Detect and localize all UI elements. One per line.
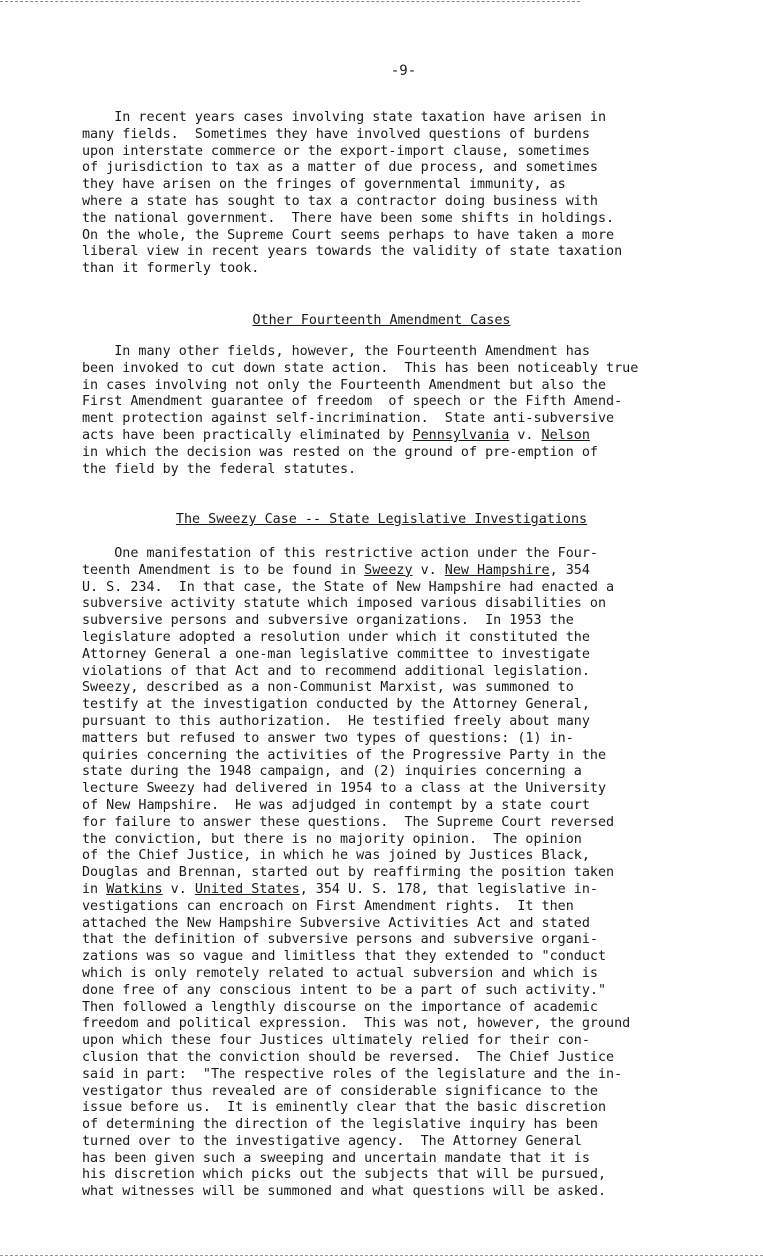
text-line: Attorney General a one-man legislative committee to investigate: [82, 646, 590, 662]
text-line: [82, 882, 707, 899]
text-segment: teenth Amendment is to be found in: [82, 562, 365, 578]
text-line: [82, 563, 707, 580]
text-line: clusion that the conviction should be reversed. The Chief Justice: [82, 1049, 615, 1065]
text-line: many fields. Sometimes they have involved questions of burdens: [82, 126, 590, 142]
text-line: Then followed a lengthly discourse on the importance of academic: [82, 999, 598, 1015]
text-line: the field by the federal statutes.: [82, 461, 357, 477]
text-line: Douglas and Brennan, started out by reaffirming the position taken: [82, 865, 615, 881]
text-line: testify at the investigation conducted by the Attorney General,: [82, 697, 590, 713]
bottom-dashed-rule: [0, 1255, 763, 1256]
case-name: Sweezy: [364, 562, 413, 578]
text-line: In many other fields, however, the Fourteenth Amendment has: [82, 344, 590, 359]
text-line: liberal view in recent years towards the validity of state taxation: [82, 244, 623, 260]
text-segment: v.: [162, 881, 195, 897]
text-line: of jurisdiction to tax as a matter of due process, and sometimes: [82, 160, 598, 176]
text-line: turned over to the investigative agency. The Attorney General: [82, 1133, 582, 1149]
paragraph-fourteenth-amendment: [82, 344, 707, 478]
text-line: state during the 1948 campaign, and (2) inquiries concerning a: [82, 764, 582, 780]
text-line: said in part: "The respective roles of the legislature and the in-: [82, 1066, 623, 1082]
text-line: of determining the direction of the legislative inquiry has been: [82, 1117, 598, 1133]
case-name: Nelson: [541, 427, 590, 443]
text-line: done free of any conscious intent to be a part of such activity.": [82, 982, 607, 998]
text-line: pursuant to this authorization. He testified freely about many: [82, 713, 590, 729]
text-line: subversive persons and subversive organizations. In 1953 the: [82, 613, 574, 629]
case-name: New Hampshire: [444, 562, 550, 578]
text-line: in which the decision was rested on the ground of pre-emption of: [82, 444, 598, 460]
text-line: quiries concerning the activities of the Progressive Party in the: [82, 747, 607, 763]
section-heading-sweezy-case: [0, 511, 763, 528]
text-segment: , 354 U. S. 178, that legislative in-: [299, 881, 598, 897]
text-line: attached the New Hampshire Subversive Activities Act and stated: [82, 915, 590, 931]
paragraph-state-taxation: [82, 110, 707, 278]
text-line: what witnesses will be summoned and what questions will be asked.: [82, 1184, 607, 1200]
text-line: his discretion which picks out the subjects that will be pursued,: [82, 1167, 607, 1183]
text-line: in cases involving not only the Fourteenth Amendment but also the: [82, 377, 607, 393]
text-line: been invoked to cut down state action. This has been noticeably true: [82, 360, 639, 376]
text-line: that the definition of subversive persons and subversive organi-: [82, 932, 598, 948]
text-line: than it formerly took.: [82, 261, 260, 277]
text-line: In recent years cases involving state taxation have arisen in: [82, 110, 607, 125]
text-line: First Amendment guarantee of freedom of speech or the Fifth Amend-: [82, 394, 623, 410]
text-line: where a state has sought to tax a contractor doing business with: [82, 193, 598, 209]
text-line: [82, 428, 707, 445]
text-line: ment protection against self-incrimination. State anti-subversive: [82, 411, 615, 427]
text-line: freedom and political expression. This was not, however, the ground: [82, 1016, 631, 1032]
text-line: subversive activity statute which imposed various disabilities on: [82, 596, 607, 612]
text-line: On the whole, the Supreme Court seems perhaps to have taken a more: [82, 227, 615, 243]
page-number: -9-: [390, 63, 417, 79]
text-segment: v.: [509, 427, 542, 443]
text-line: vestigations can encroach on First Amendment rights. It then: [82, 898, 574, 914]
text-line: upon interstate commerce or the export-import clause, sometimes: [82, 143, 590, 159]
paragraph-sweezy: [82, 546, 707, 1201]
text-line: Sweezy, described as a non-Communist Marxist, was summoned to: [82, 680, 574, 696]
text-line: they have arisen on the fringes of governmental immunity, as: [82, 177, 566, 193]
text-line: U. S. 234. In that case, the State of New Hampshire had enacted a: [82, 579, 615, 595]
text-line: violations of that Act and to recommend additional legislation.: [82, 663, 590, 679]
text-line: lecture Sweezy had delivered in 1954 to a class at the University: [82, 781, 607, 797]
text-line: One manifestation of this restrictive action under the Four-: [82, 546, 598, 561]
text-line: has been given such a sweeping and uncertain mandate that it is: [82, 1150, 590, 1166]
text-segment: acts have been practically eliminated by: [82, 427, 413, 443]
text-line: of New Hampshire. He was adjudged in contempt by a state court: [82, 797, 590, 813]
text-line: issue before us. It is eminently clear that the basic discretion: [82, 1100, 607, 1116]
case-name: Watkins: [106, 881, 163, 897]
text-line: matters but refused to answer two types of questions: (1) in-: [82, 730, 574, 746]
heading-text: The Sweezy Case -- State Legislative Investigations: [175, 512, 588, 527]
text-segment: , 354: [549, 562, 590, 578]
text-line: vestigator thus revealed are of considerable significance to the: [82, 1083, 598, 1099]
top-dashed-rule: [0, 1, 580, 2]
text-line: zations was so vague and limitless that they extended to "conduct: [82, 949, 607, 965]
text-line: of the Chief Justice, in which he was joined by Justices Black,: [82, 848, 590, 864]
case-name: Pennsylvania: [412, 427, 510, 443]
text-line: the conviction, but there is no majority opinion. The opinion: [82, 831, 582, 847]
text-line: which is only remotely related to actual subversion and which is: [82, 965, 598, 981]
section-heading-other-fourteenth: [0, 312, 763, 329]
case-name: United States: [194, 881, 300, 897]
text-segment: v.: [412, 562, 445, 578]
text-line: upon which these four Justices ultimately relied for their con-: [82, 1033, 590, 1049]
text-line: for failure to answer these questions. The Supreme Court reversed: [82, 814, 615, 830]
text-line: the national government. There have been some shifts in holdings.: [82, 210, 615, 226]
text-segment: in: [82, 881, 107, 897]
text-line: legislature adopted a resolution under which it constituted the: [82, 629, 590, 645]
heading-text: Other Fourteenth Amendment Cases: [252, 313, 511, 328]
